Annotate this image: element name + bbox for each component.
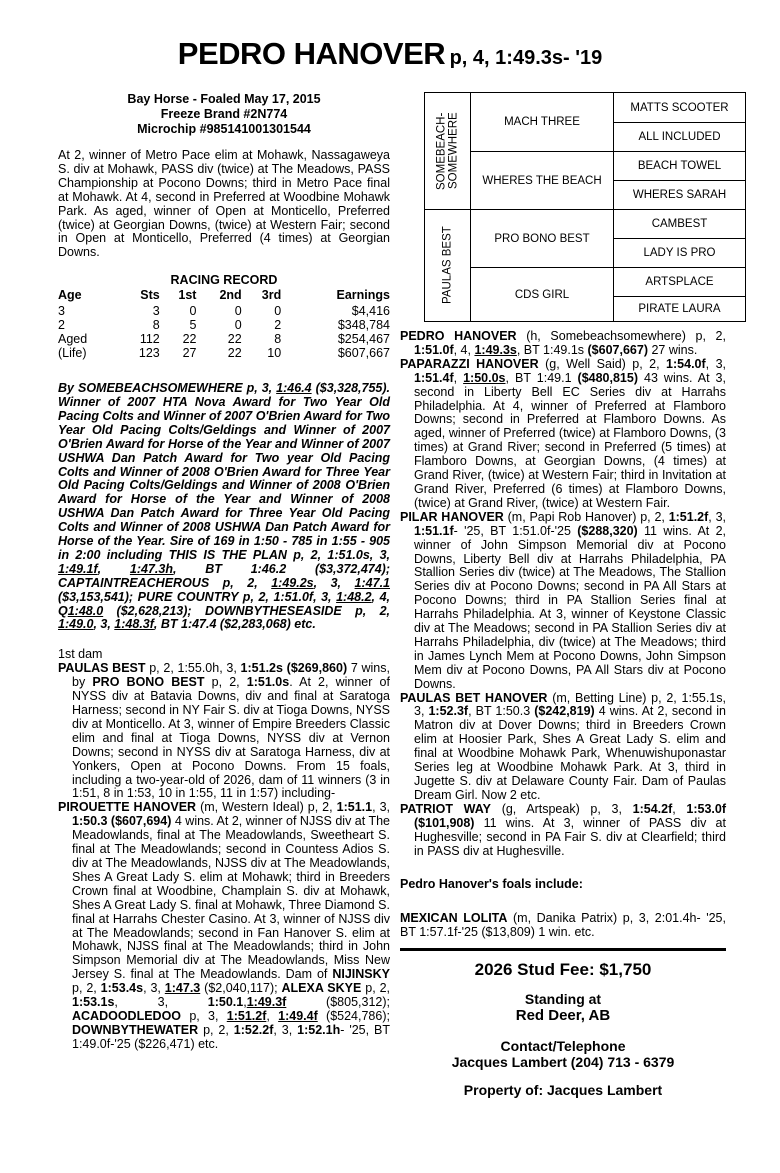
paulas-bet-entry: PAULAS BET HANOVER (m, Betting Line) p, 2, 1:55.1s, 3, 1:52.3f, BT 1:50.3 ($242,819) 4 wins. At 2, second in Matron div at Dover Downs; third in Breeders Crown elim at Hoosier Park, Shes A Great Lady S. elim and final at Woodbine Mohawk Park, Whenuwishuponastar Series leg at Woodbine Mohawk Park. At 3, third in Jugette S. div at Delaware County Fair. Dam of Paulas Dream Girl. Now 2 etc. <box>400 690 726 802</box>
standing-label: Standing at <box>524 991 602 1008</box>
left-column <box>58 92 390 1052</box>
table-row: (Life) 123 27 22 10 $607,667 <box>58 346 390 361</box>
foaled-line: Bay Horse - Foaled May 17, 2015 <box>127 92 321 106</box>
pedigree-sire: SOMEBEACH- SOMEWHERE <box>435 112 460 190</box>
right-column <box>400 92 729 1099</box>
freeze-brand-line: Freeze Brand #2N774 <box>160 107 288 121</box>
pedigree-gg5: CAMBEST <box>651 218 708 230</box>
pedigree-chart <box>424 92 746 322</box>
pedigree-g3: PRO BONO BEST <box>494 232 590 245</box>
divider <box>400 948 726 951</box>
sire-paragraph: By SOMEBEACHSOMEWHERE p, 3, 1:46.4 ($3,328,755). Winner of 2007 HTA Nova Award for Two Year Old Pacing Colts and Winner of 2007 O'Brien Award for Two Year Old Pacing Colts/Geldings and Winner of 2007 O'Brien Award for Horse of the Year and Winner of 2007 USHWA Dan Patch Award for Two year Old Pacing Colts and Winner of 2008 O'Brien Award for Three Year Old Pacing Colts/Geldings and Winner of 2008 O'Brien Award for Horse of the Year and Winner of 2008 USHWA Dan Patch Award for Three Year Old Pacing Colts and Winner of 2008 USHWA Dan Patch Award for Horse of the Year. Sire of 169 in 1:50 - 785 in 1:55 - 905 in 2:00 including THIS IS THE PLAN p, 2, 1:51.0s, 3, 1:49.1f, 1:47.3h, BT 1:46.2 ($3,372,474); CAPTAINTREACHEROUS p, 2, 1:49.2s, 3, 1:47.1 ($3,153,541); PURE COUNTRY p, 2, 1:51.0f, 3, 1:48.2, 4, Q1:48.0 ($2,628,213); DOWNBYTHESEASIDE p, 2, 1:49.0, 3, 1:48.3f, BT 1:47.4 ($2,283,068) etc. <box>58 381 391 632</box>
patriot-way-entry: PATRIOT WAY (g, Artspeak) p, 3, 1:54.2f, 1:53.0f ($101,908) 11 wins. At 3, winner of PASS div at Hughesville; second in PA Fair S. div at Clearfield; third in PASS div at Hughesville. <box>400 801 726 858</box>
mexican-lolita-entry: MEXICAN LOLITA (m, Danika Patrix) p, 3, 2:01.4h- '25, BT 1:57.1f-'25 ($13,809) 1 win. etc. <box>400 911 726 940</box>
racing-record-table <box>58 288 390 360</box>
summary-text: At 2, winner of Metro Pace elim at Mohawk, Nassagaweya S. div at Mohawk, PASS div (twice) at The Meadows, PASS Championship at Pocono Downs; third in Metro Pace final at Mohawk. At 4, second in Preferred at Woodbine Mohawk Park. As aged, winner of Open at Monticello, Preferred (twice) at Georgian Downs, (twice) at Western Fair; second in Open at Monticello, Preferred (4 times) at Georgian Downs. <box>58 148 390 260</box>
foals-header: Pedro Hanover's foals include: <box>400 877 583 892</box>
table-row: 3 3 0 0 0 $4,416 <box>58 304 390 319</box>
pedigree-gg7: ARTSPLACE <box>645 276 714 288</box>
standing-location: Red Deer, AB <box>515 1007 611 1025</box>
pedigree-gg4: WHERES SARAH <box>632 189 727 201</box>
racing-record-header: Age Sts 1st 2nd 3rd Earnings <box>58 288 390 303</box>
pedigree-gg8: PIRATE LAURA <box>638 303 721 315</box>
first-dam-header: 1st dam <box>58 647 103 662</box>
table-row: 2 8 5 0 2 $348,784 <box>58 318 390 333</box>
page-title <box>0 38 780 69</box>
dam-paragraph: PAULAS BEST p, 2, 1:55.0h, 3, 1:51.2s ($269,860) 7 wins, by PRO BONO BEST p, 2, 1:51.0s. At 2, winner of NYSS div at Batavia Downs, div and final at Saratoga Harness; second in NY Fair S. div at Tioga Downs, NYSS div at Monticello. At 3, winner of Empire Breeders Classic elim and final at Tioga Downs, NYSS div at Vernon Downs; second in NYSS div at Saratoga Harness, div at Yonkers, Open at Pocono Downs. From 15 foals, including a two-year-old of 2026, dam of 11 winners (3 in 1:51, 8 in 1:53, 10 in 1:55, 11 in 1:57) including- <box>58 661 390 801</box>
horse-name: PEDRO HANOVER <box>177 36 446 71</box>
paparazzi-entry: PAPARAZZI HANOVER (g, Well Said) p, 2, 1:54.0f, 3, 1:51.4f, 1:50.0s, BT 1:49.1 ($480,815) 43 wins. At 3, second in Liberty Bell EC Series div at Harrahs Philadelphia. At 4, winner of Preferred at Flamboro Downs; second in Preferred at Flamboro Downs. As aged, winner of Preferred (twice) at Flamboro Downs, (3 times) at Grand River; second in Preferred (5 times) at Flamboro Downs, at Georgian Downs, (4 times) at Grand River, (twice) at Western Fair; third in Invitation at Grand River, Preferred (6 times) at Flamboro Downs, (twice) at Grand River, (twice) at Western Fair. <box>400 356 727 510</box>
property-owner: Property of: Jacques Lambert <box>463 1082 663 1099</box>
identity-block <box>58 92 390 137</box>
table-row: Aged 112 22 22 8 $254,467 <box>58 332 390 347</box>
pedigree-dam: PAULAS BEST <box>441 226 454 305</box>
pedigree-gg1: MATTS SCOOTER <box>630 101 729 114</box>
pedigree-g1: MACH THREE <box>504 116 580 128</box>
microchip-line: Microchip #985141001301544 <box>137 122 311 136</box>
pedigree-g4: CDS GIRL <box>514 288 570 301</box>
racing-record-title: RACING RECORD <box>170 273 278 288</box>
horse-record: p, 4, 1:49.3s- '19 <box>449 47 603 69</box>
pedigree-gg3: BEACH TOWEL <box>637 160 722 172</box>
pirouette-paragraph: PIROUETTE HANOVER (m, Western Ideal) p, 2, 1:51.1, 3, 1:50.3 ($607,694) 4 wins. At 2, winner of NJSS div at The Meadowlands, final at The Meadowlands, Sweetheart S. final at The Meadowlands; second in Countess Adios S. div at The Meadowlands, NJSS div at The Meadowlands, Shes A Great Lady S. elim at Mohawk; third in Breeders Crown final at Woodbine, Champlain S. div at Mohawk, Shes A Great Lady S. final at Mohawk, Three Diamond S. final at Harrahs Chester Casino. At 3, winner of NJSS div at The Meadowlands; second in Fan Hanover S. elim at Mohawk, NJSS final at The Meadowlands; third in John Simpson Memorial div at The Meadowlands, Miss New Jersey S. final at The Meadowlands. Dam of NIJINSKY p, 2, 1:53.4s, 3, 1:47.3 ($2,040,117); ALEXA SKYE p, 2, 1:53.1s, 3, 1:50.1,1:49.3f ($805,312); ACADOODLEDOO p, 3, 1:51.2f, 1:49.4f ($524,786); DOWNBYTHEWATER p, 2, 1:52.2f, 3, 1:52.1h- '25, BT 1:49.0f-'25 ($226,471) etc. <box>58 800 391 1051</box>
pedro-entry: PEDRO HANOVER (h, Somebeachsomewhere) p, 2, 1:51.0f, 4, 1:49.3s, BT 1:49.1s ($607,667) 27 wins. <box>400 329 726 357</box>
pilar-entry: PILAR HANOVER (m, Papi Rob Hanover) p, 2, 1:51.2f, 3, 1:51.1f- '25, BT 1:51.0f-'25 ($288,320) 11 wins. At 2, winner of John Simpson Memorial div at Pocono Downs, Liberty Bell div at Harrahs Philadelphia, PA Stallion Series div (twice) at The Meadows, The Stallion Series div at Pocono Downs; second in PA All Stars at Pocono Downs; third in PA Stallion Series final at Harrahs Philadelphia. At 3, winner of Keystone Classic div at The Meadows; second in PA Stallion Series div at Harrahs Philadelphia, div (twice) at The Meadows; third in James Lynch Mem at Pocono Downs, John Simpson Mem div at Pocono Downs, PA All Stars div at Pocono Downs. <box>400 509 726 691</box>
contact-label: Contact/Telephone <box>500 1038 626 1055</box>
pedigree-g2: WHERES THE BEACH <box>482 174 602 187</box>
stud-fee: 2026 Stud Fee: $1,750 <box>474 960 652 980</box>
contact-info: Jacques Lambert (204) 713 - 6379 <box>451 1054 675 1071</box>
pedigree-gg2: ALL INCLUDED <box>638 131 721 143</box>
pedigree-gg6: LADY IS PRO <box>643 247 716 259</box>
